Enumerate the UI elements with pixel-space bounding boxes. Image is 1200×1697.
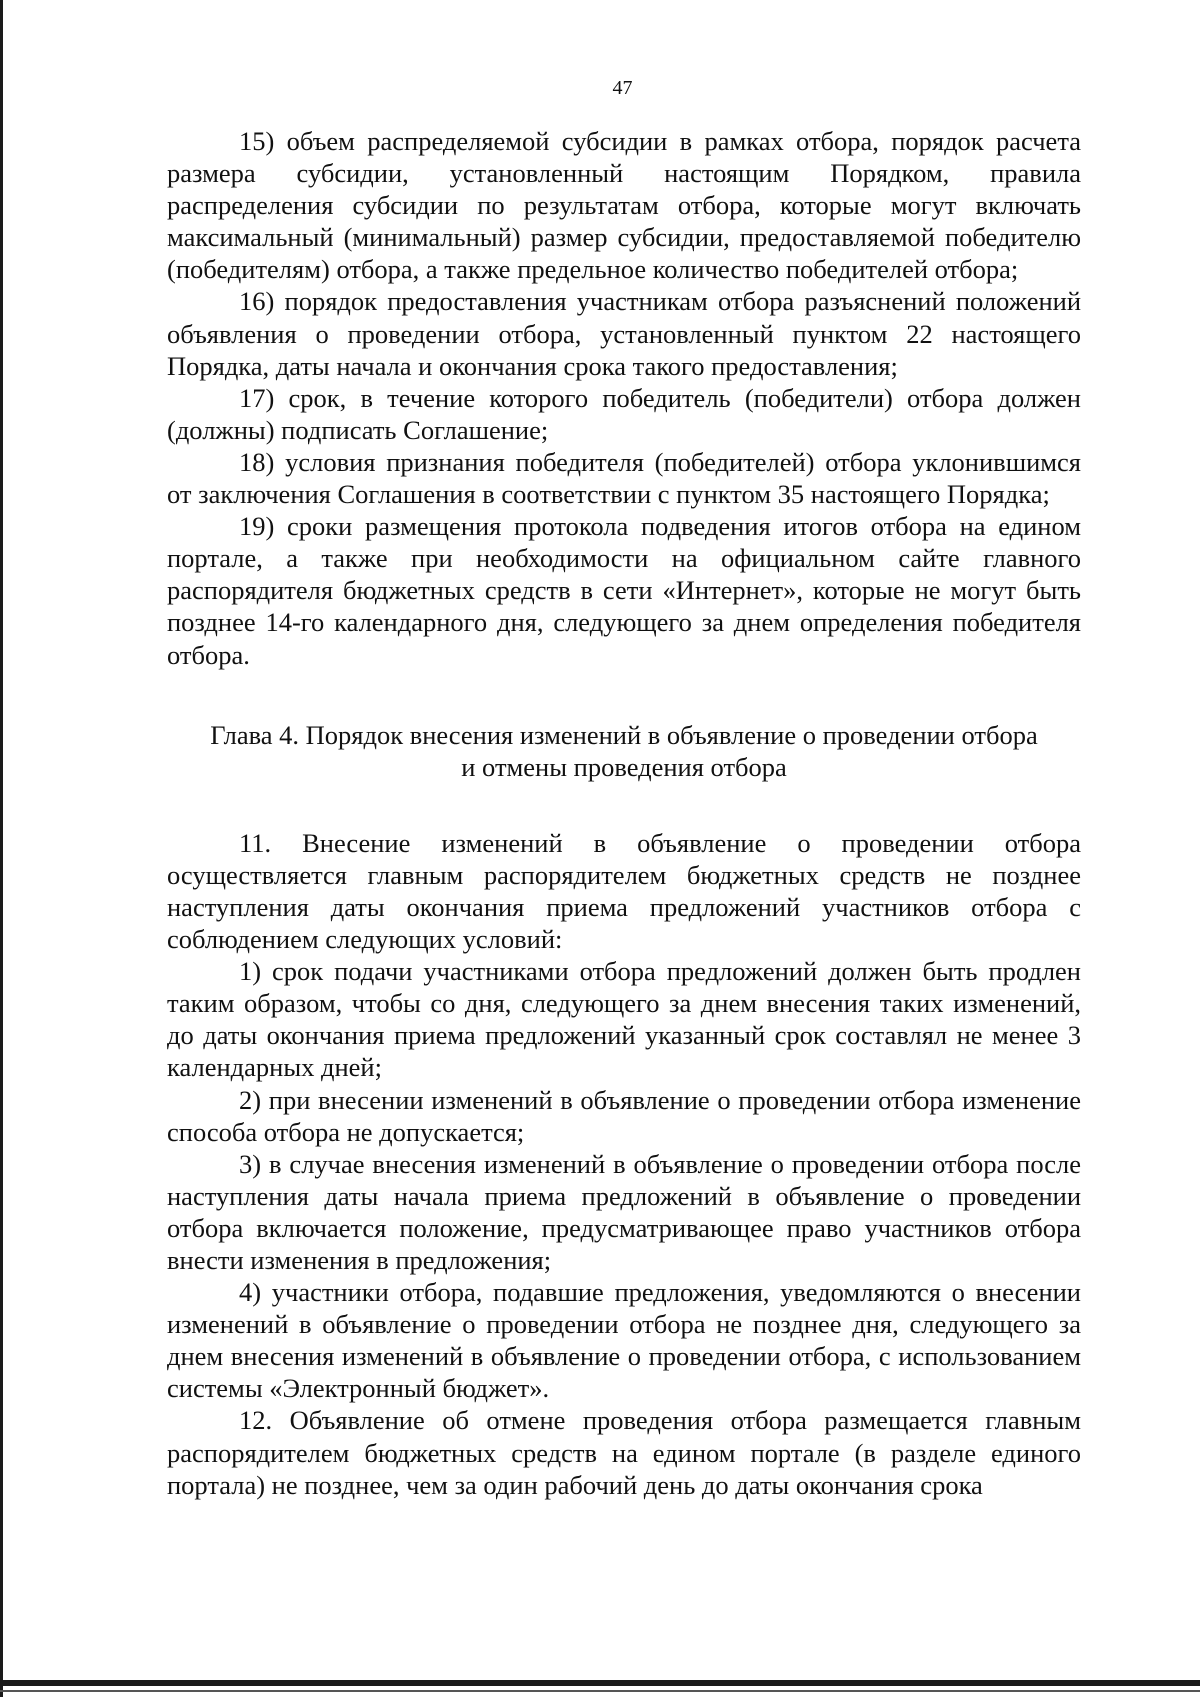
list-item-18: 18) условия признания победителя (победителей) отбора уклонившимся от заключения Соглашения в соответствии с пунктом 35 настоящего Порядка; (167, 446, 1081, 510)
chapter-heading (167, 719, 1081, 783)
chapter-heading-line-2: и отмены проведения отбора (461, 751, 787, 782)
list-item-17: 17) срок, в течение которого победитель (победители) отбора должен (должны) подписать Соглашение; (167, 382, 1081, 445)
clause-11-item-3: 3) в случае внесения изменений в объявление о проведении отбора после наступления даты начала приема предложений в объявление о проведении отбора включается положение, предусматривающее право участников отбора внести изменения в предложения; (167, 1148, 1081, 1275)
list-item-19: 19) сроки размещения протокола подведения итогов отбора на едином портале, а также при необходимости на официальном сайте главного распорядителя бюджетных средств в сети «Интернет», которые не могут быть позднее 14-го календарного дня, следующего за днем определения победителя отбора. (167, 511, 1081, 670)
list-item-15: 15) объем распределяемой субсидии в рамках отбора, порядок расчета размера субсидии, установленный настоящим Порядком, правила распределения субсидии по результатам отбора, которые могут включать максимальный (минимальный) размер субсидии, предоставляемой победителю (победителям) отбора, а также предельное количество победителей отбора; (167, 126, 1081, 285)
clause-11-item-4: 4) участники отбора, подавшие предложения, уведомляются о внесении изменений в объявление о проведении отбора не позднее дня, следующего за днем внесения изменений в объявление о проведении отбора, с использованием системы «Электронный бюджет». (167, 1277, 1081, 1404)
scan-left-edge (0, 0, 3, 1697)
chapter-heading-line-1: Глава 4. Порядок внесения изменений в объявление о проведении отбора (210, 719, 1038, 750)
clause-12: 12. Объявление об отмене проведения отбора размещается главным распорядителем бюджетных средств на едином портале (в разделе единого портала) не позднее, чем за один рабочий день до даты окончания срока (167, 1405, 1081, 1500)
list-item-16: 16) порядок предоставления участникам отбора разъяснений положений объявления о проведении отбора, установленный пунктом 22 настоящего Порядка, даты начала и окончания срока такого предоставления; (167, 286, 1081, 381)
clause-11: 11. Внесение изменений в объявление о проведении отбора осуществляется главным распорядителем бюджетных средств не позднее наступления даты окончания приема предложений участников отбора с соблюдением следующих условий: (167, 827, 1081, 955)
document-body (167, 125, 1081, 1501)
scan-bottom-edge (0, 1680, 1200, 1686)
scan-bottom-edge-line (0, 1690, 1200, 1692)
page-number: 47 (612, 77, 633, 99)
clause-11-item-2: 2) при внесении изменений в объявление о проведении отбора изменение способа отбора не допускается; (167, 1084, 1081, 1147)
clause-11-item-1: 1) срок подачи участниками отбора предложений должен быть продлен таким образом, чтобы со дня, следующего за днем внесения таких изменений, до даты окончания приема предложений указанный срок составлял не менее 3 календарных дней; (167, 956, 1081, 1083)
